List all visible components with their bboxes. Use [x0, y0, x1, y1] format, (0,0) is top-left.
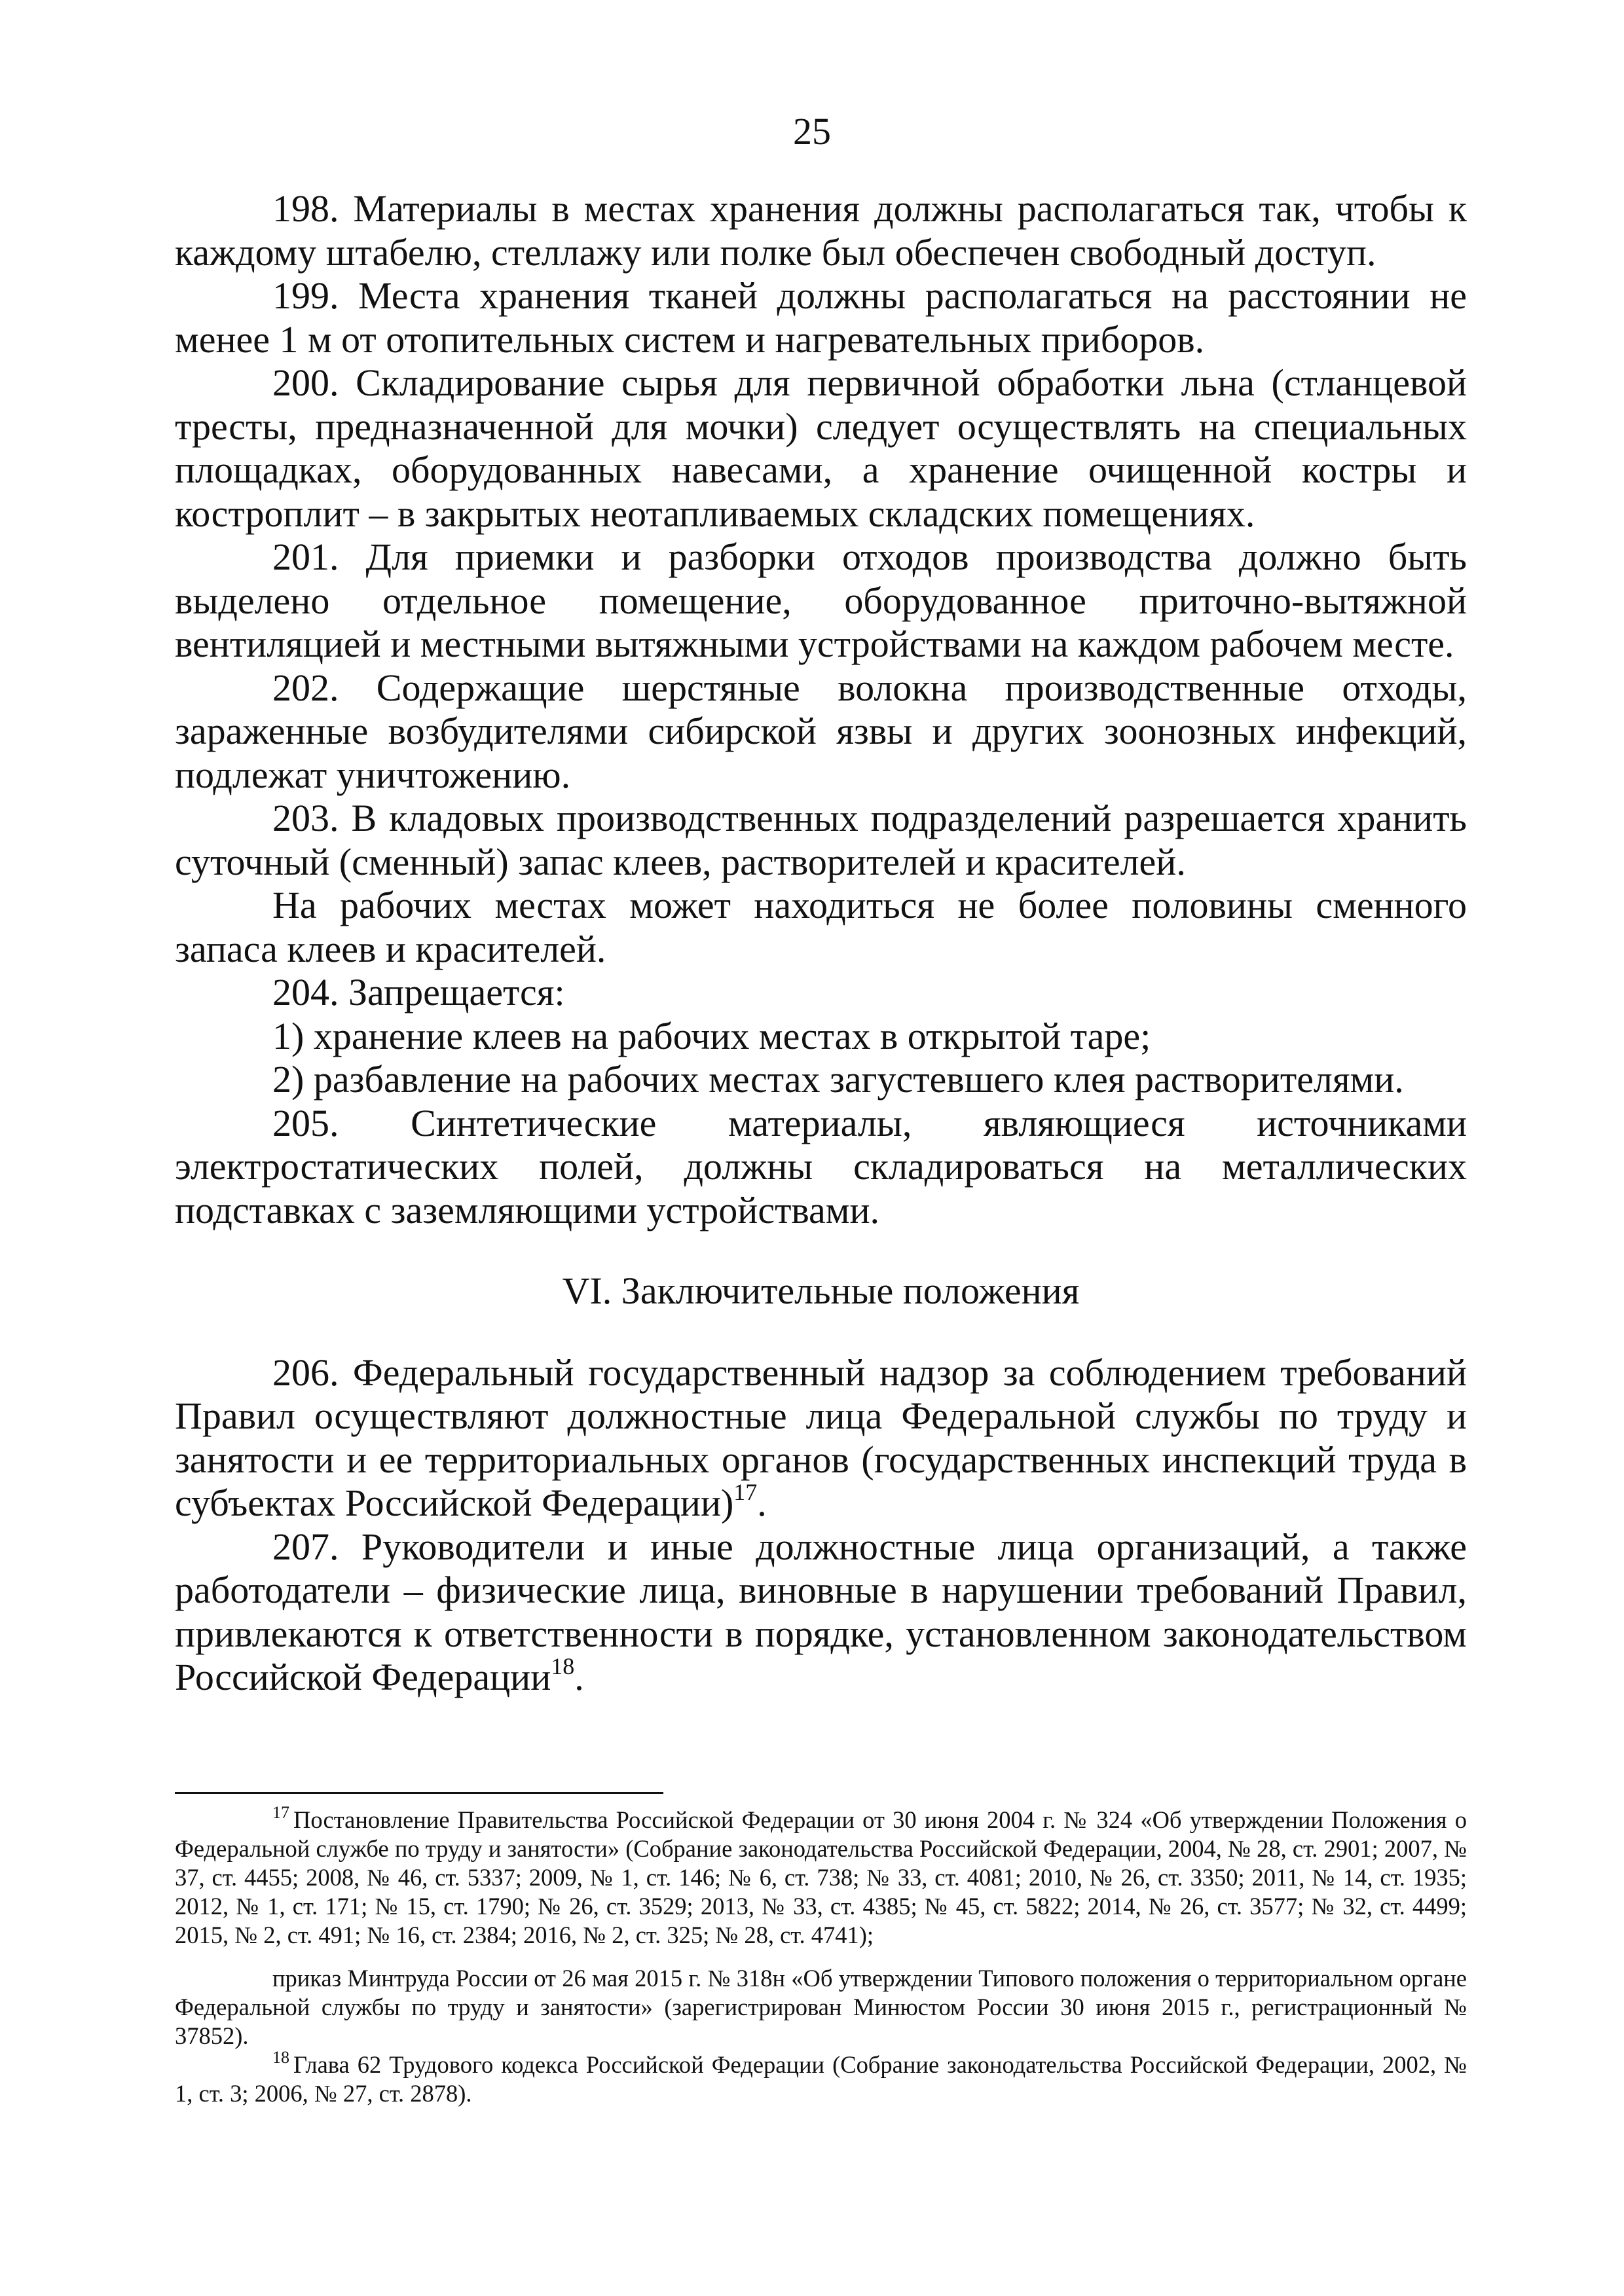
footnote-17: [175, 1803, 1467, 1950]
paragraph-205: 205. Синтетические материалы, являющиеся источниками электростатических полей, должны складироваться на металлических подставках с заземляющими устройствами.: [175, 1101, 1467, 1231]
list-item-204-2: 2) разбавление на рабочих местах загустевшего клея растворителями.: [272, 1058, 1404, 1101]
footnote-17-mark: 17: [272, 1803, 289, 1822]
paragraph-206: [175, 1351, 1467, 1525]
paragraph-198: 198. Материалы в местах хранения должны располагаться так, чтобы к каждому штабелю, стеллажу или полке был обеспечен свободный доступ.: [175, 187, 1467, 274]
section-heading: VI. Заключительные положения: [562, 1269, 1080, 1312]
paragraph-206-end: .: [757, 1482, 767, 1524]
footnotes: [175, 1803, 1467, 2108]
footnote-18-text: Глава 62 Трудового кодекса Российской Федерации (Собрание законодательства Российской Федерации, 2002, № 1, ст. 3; 2006, № 27, ст. 2878).: [175, 2051, 1467, 2107]
paragraph-204: 204. Запрещается:: [272, 971, 565, 1013]
paragraph-199: 199. Места хранения тканей должны располагаться на расстоянии не менее 1 м от отопительных систем и нагревательных приборов.: [175, 274, 1467, 361]
paragraph-203: 203. В кладовых производственных подразделений разрешается хранить суточный (сменный) запас клеев, растворителей и красителей.: [175, 797, 1467, 883]
footnote-18: [175, 2050, 1467, 2108]
page-number: 25: [793, 110, 831, 153]
paragraph-202: 202. Содержащие шерстяные волокна производственные отходы, зараженные возбудителями сибирской язвы и других зоонозных инфекций, подлежат уничтожению.: [175, 666, 1467, 796]
footnote-17-continued: приказ Минтруда России от 26 мая 2015 г. № 318н «Об утверждении Типового положения о территориальном органе Федеральной службы по труду и занятости» (зарегистрирован Минюстом России 30 июня 2015 г., регистрационный № 37852).: [175, 1965, 1467, 2049]
list-item-204-1: 1) хранение клеев на рабочих местах в открытой таре;: [272, 1014, 1151, 1057]
footnote-18-mark: 18: [272, 2048, 289, 2067]
footnote-ref-17: 17: [733, 1479, 758, 1505]
paragraph-207: [175, 1525, 1467, 1700]
paragraph-207-end: .: [574, 1656, 584, 1698]
paragraph-207-text: 207. Руководители и иные должностные лица организаций, а также работодатели – физические лица, виновные в нарушении требований Правил, привлекаются к ответственности в порядке, установленном законодательством Российской Федерации: [175, 1525, 1467, 1698]
paragraph-203-continued: На рабочих местах может находиться не более половины сменного запаса клеев и красителей.: [175, 884, 1467, 970]
footnote-ref-18: 18: [551, 1653, 575, 1679]
paragraph-201: 201. Для приемки и разборки отходов производства должно быть выделено отдельное помещение, оборудованное приточно-вытяжной вентиляцией и местными вытяжными устройствами на каждом рабочем месте.: [175, 536, 1467, 665]
footnote-17-text: Постановление Правительства Российской Федерации от 30 июня 2004 г. № 324 «Об утверждении Положения о Федеральной службе по труду и занятости» (Собрание законодательства Российской Федерации, 2004, № 28, ст. 2901; 2007, № 37, ст. 4455; 2008, № 46, ст. 5337; 2009, № 1, ст. 146; № 6, ст. 738; № 33, ст. 4081; 2010, № 26, ст. 3350; 2011, № 14, ст. 1935; 2012, № 1, ст. 171; № 15, ст. 1790; № 26, ст. 3529; 2013, № 33, ст. 4385; № 45, ст. 5822; 2014, № 26, ст. 3577; № 32, ст. 4499; 2015, № 2, ст. 491; № 16, ст. 2384; 2016, № 2, ст. 325; № 28, ст. 4741);: [175, 1806, 1467, 1948]
document-body: [175, 187, 1467, 1700]
paragraph-206-text: 206. Федеральный государственный надзор за соблюдением требований Правил осуществляют должностные лица Федеральной службы по труду и занятости и ее территориальных органов (государственных инспекций труда в субъектах Российской Федерации): [175, 1351, 1467, 1524]
paragraph-200: 200. Складирование сырья для первичной обработки льна (стланцевой тресты, предназначенной для мочки) следует осуществлять на специальных площадках, оборудованных навесами, а хранение очищенной костры и костроплит – в закрытых неотапливаемых складских помещениях.: [175, 361, 1467, 535]
footnote-separator: [175, 1792, 663, 1794]
